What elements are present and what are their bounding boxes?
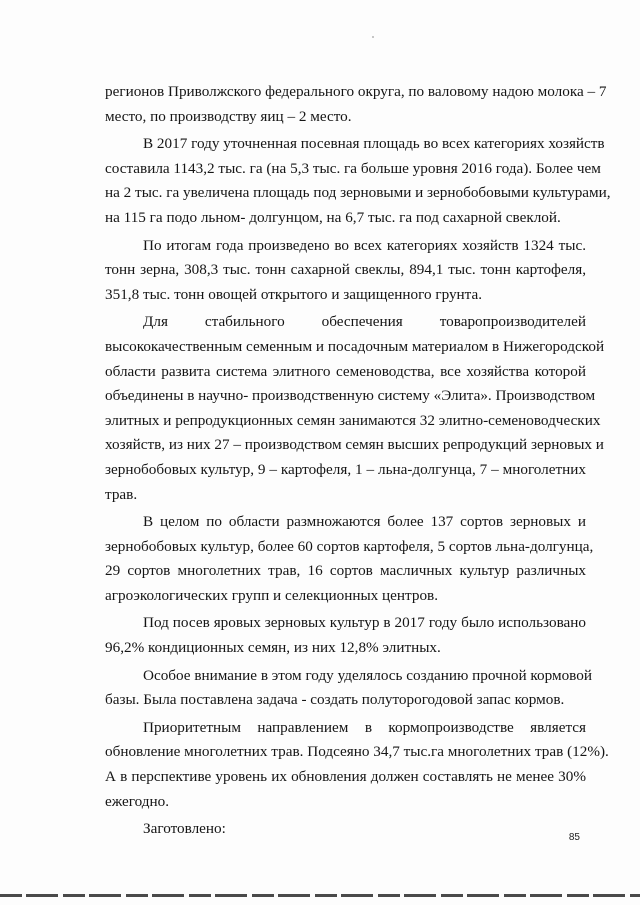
text-line: Под посев яровых зерновых культур в 2017 году было использовано — [143, 614, 586, 632]
text-line: ежегодно. — [105, 792, 170, 810]
text-line: элитных и репродукционных семян занимаются 32 элитно-семеноводческих — [105, 411, 601, 429]
text-line: В 2017 году уточненная посевная площадь во всех категориях хозяйств — [143, 135, 605, 153]
text-line: тонн зерна, 308,3 тыс. тонн сахарной свеклы, 894,1 тыс. тонн картофеля, — [105, 261, 586, 279]
page-number: 85 — [568, 832, 580, 843]
text-line: высококачественным семенным и посадочным материалом в Нижегородской — [105, 337, 605, 355]
text-line: на 2 тыс. га увеличена площадь под зерновыми и зернобобовыми культурами, — [105, 184, 611, 202]
text-line: Особое внимание в этом году уделялось созданию прочной кормовой — [143, 666, 592, 684]
text-line: 351,8 тыс. тонн овощей открытого и защищенного грунта. — [105, 285, 483, 303]
text-line: 96,2% кондиционных семян, из них 12,8% элитных. — [105, 639, 441, 657]
scan-artifact — [372, 36, 374, 38]
text-line: хозяйств, из них 27 – производством семян высших репродукций зерновых и — [105, 436, 604, 454]
text-line: место, по производству яиц – 2 место. — [105, 107, 352, 125]
text-line: на 115 га подо льном- долгунцом, на 6,7 тыс. га под сахарной свеклой. — [105, 208, 561, 226]
text-line: зернобобовых культур, 9 – картофеля, 1 – льна-долгунца, 7 – многолетних — [105, 460, 586, 478]
text-line: 29 сортов многолетних трав, 16 сортов масличных культур различных — [105, 562, 586, 580]
text-line: трав. — [105, 485, 138, 503]
text-line: объединены в научно- производственную систему «Элита». Производством — [105, 387, 596, 405]
text-line: зернобобовых культур, более 60 сортов картофеля, 5 сортов льна-долгунца, — [105, 537, 594, 555]
text-line: регионов Приволжского федерального округа, по валовому надою молока – 7 — [105, 83, 607, 100]
text-line: базы. Была поставлена задача - создать полуторогодовой запас кормов. — [105, 691, 565, 709]
text-line: Заготовлено: — [143, 820, 226, 838]
text-line: составила 1143,2 тыс. га (на 5,3 тыс. га больше уровня 2016 года). Более чем — [105, 159, 601, 177]
text-line: Для стабильного обеспечения товаропроизводителей — [143, 313, 586, 331]
body-text — [105, 80, 611, 842]
scan-bottom-edge — [0, 894, 640, 897]
text-line: обновление многолетних трав. Подсеяно 34,7 тыс.га многолетних трав (12%). — [105, 743, 609, 761]
text-line: агроэкологических групп и селекционных центров. — [105, 586, 439, 604]
text-line: По итогам года произведено во всех категориях хозяйств 1324 тыс. — [143, 236, 586, 254]
text-line: области развита система элитного семеноводства, все хозяйства которой — [105, 362, 586, 380]
text-line: В целом по области размножаются более 137 сортов зерновых и — [143, 513, 586, 531]
text-line: А в перспективе уровень их обновления должен составлять не менее 30% — [105, 768, 586, 786]
text-line: Приоритетным направлением в кормопроизводстве является — [143, 718, 586, 736]
